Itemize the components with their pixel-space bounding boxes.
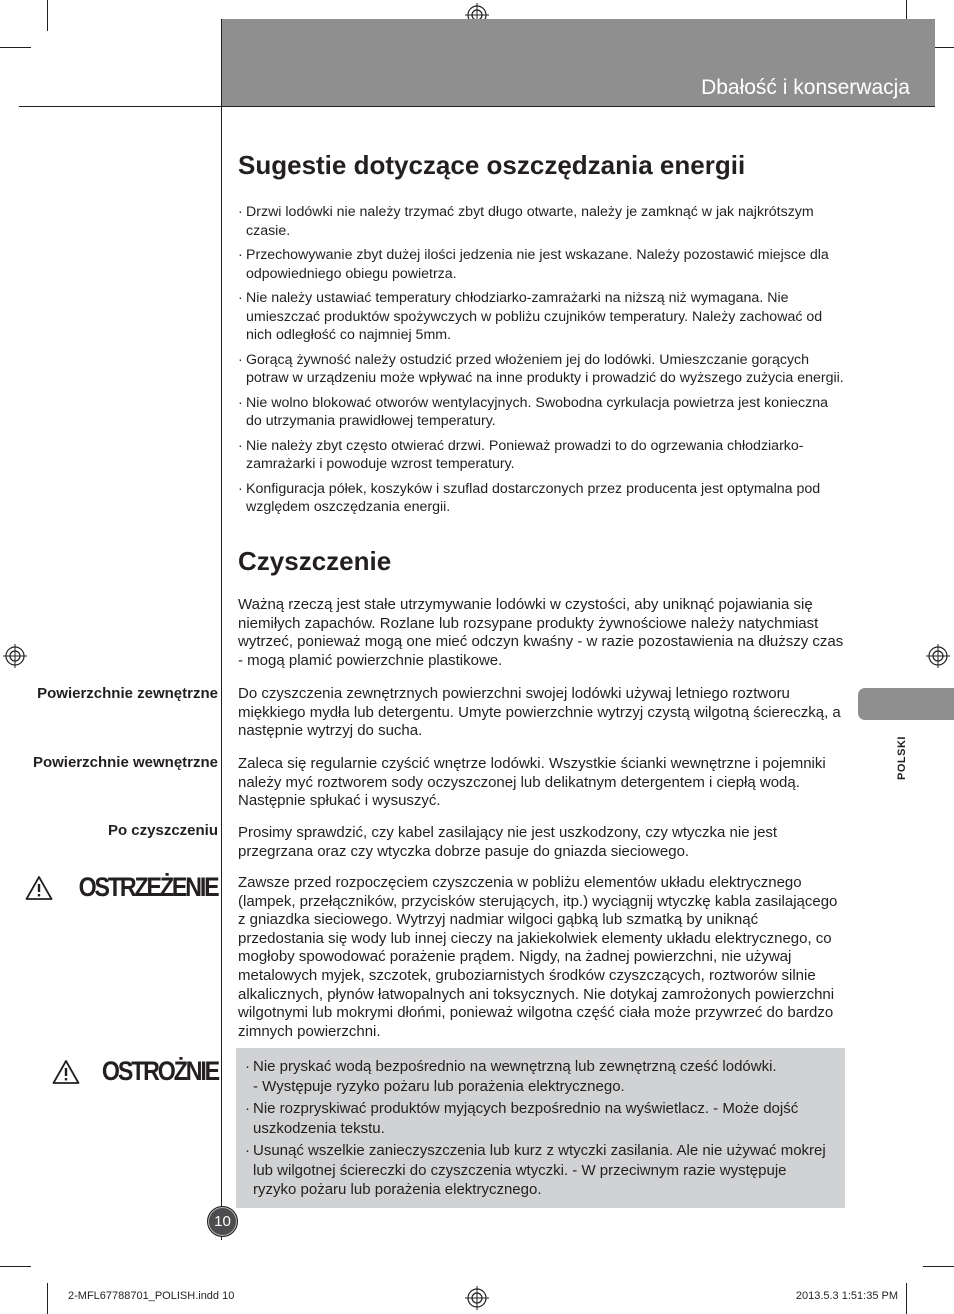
crop-mark [47, 0, 48, 31]
interior-text: Zaleca się regularnie czyścić wnętrze lodówki. Wszystkie ścianki wewnętrzne i pojemniki należy myć roztworem sody oczyszczonej lub delikatnym detergentem i ciepłą wodą. Następnie spłukać i wysuszyć. [238, 755, 826, 810]
cleaning-heading: Czyszczenie [238, 546, 392, 576]
caution-item-text: · Usunąć wszelkie zanieczyszczenia lub kurz z wtyczki zasilania. Ale nie używać mokrej lub wilgotnej ściereczki do czyszczenia wtyczki. - W przeciwnym razie występuje ryzyko pożaru lub porażenia elektrycznego. [253, 1142, 826, 1198]
exterior-text: Do czyszczenia zewnętrznych powierzchni swojej lodówki używaj letniego roztworu miękkiego mydła lub detergentu. Umyte powierzchnie wytrzyj czystą wilgotną ściereczką, a następnie wytrzyj do sucha. [238, 685, 841, 740]
list-item [245, 1141, 830, 1200]
footer-file: 2-MFL67788701_POLISH.indd 10 [68, 1290, 235, 1302]
list-item [245, 1057, 830, 1096]
page-number: 10 [207, 1206, 238, 1237]
crop-mark [923, 1266, 954, 1267]
header-divider [19, 106, 935, 107]
caution-text-label: OSTROŻNIE [101, 1056, 218, 1086]
language-tab-label: POLSKI [895, 736, 908, 780]
crop-mark [0, 1266, 31, 1267]
cleaning-intro: Ważną rzeczą jest stałe utrzymywanie lodówki w czystości, aby uniknąć pojawiania się niemiłych zapachów. Rozlane lub rozsypane produkty żywnościowe należy natychmiast wytrzeć, ponieważ mogą one mieć odczyn kwaśny - w razie pozostawienia na dłuższy czas - mogą plamić powierzchnie plastikowe. [238, 596, 844, 669]
crop-mark [0, 47, 31, 48]
caution-item-subtext: - Występuje ryzyko pożaru lub porażenia elektrycznego. [253, 1077, 625, 1095]
caution-label [52, 1056, 218, 1087]
list-item: · Gorącą żywność należy ostudzić przed włożeniem jej do lodówki. Umieszczanie gorących potraw w urządzeniu może wpływać na inne produkty i prowadzić do wyższego zużycia energii. [238, 351, 846, 388]
crop-mark [906, 1283, 907, 1314]
registration-mark-icon [3, 644, 27, 668]
after-cleaning-text: Prosimy sprawdzić, czy kabel zasilający nie jest uszkodzony, czy wtyczka nie jest przegrzana oraz czy wtyczka dobrze pasuje do gniazda sieciowego. [238, 824, 778, 860]
registration-mark-icon [926, 644, 950, 668]
list-item: · Nie wolno blokować otworów wentylacyjnych. Swobodna cyrkulacja powietrza jest konieczna do utrzymania prawidłowej temperatury. [238, 394, 846, 431]
after-cleaning-label: Po czyszczeniu [107, 822, 218, 839]
exterior-label: Powierzchnie zewnętrzne [37, 685, 218, 702]
caution-list [245, 1057, 830, 1203]
list-item: · Przechowywanie zbyt dużej ilości jedzenia nie jest wskazane. Należy pozostawić miejsce dla odpowiedniego obiegu powietrza. [238, 246, 846, 283]
warning-text: Zawsze przed rozpoczęciem czyszczenia w pobliżu elementów układu elektrycznego (lampek, przełączników, przycisków sterujących, itp.) wyciągnij wtyczkę kabla zasilającego z gniazdka sieciowego. Wytrzyj nadmiar wilgoci gąbką lub szmatką by uniknąć przedostania się wody lub innej cieczy na jakiekolwiek elementy układu elektrycznego, co mogłoby spowodować porażenie prądem. Nigdy, na żadnej powierzchni, nie używaj metalowych myjek, szczotek, gruboziarnistych środków czyszczących, roztworów silnie alkalicznych, płynów łatwopalnych ani toksycznych. Nie dotykaj zamrożonych powierzchni wilgotnymi lub mokrymi dłońmi, ponieważ wilgotna część ciała może przywrzeć do bardzo zimnych powierzchni. [238, 874, 838, 1040]
energy-tips-list [238, 203, 846, 523]
language-tab [858, 688, 954, 720]
footer-timestamp: 2013.5.3 1:51:35 PM [795, 1290, 898, 1302]
section-title: Dbałość i konserwacja [701, 76, 910, 99]
warning-triangle-icon [52, 1059, 80, 1085]
crop-mark [47, 1283, 48, 1314]
warning-text-label: OSTRZEŻENIE [79, 872, 218, 902]
energy-heading: Sugestie dotyczące oszczędzania energii [238, 150, 746, 180]
list-item: · Drzwi lodówki nie należy trzymać zbyt długo otwarte, należy je zamknąć w jak najkrótszym czasie. [238, 203, 846, 240]
list-item [245, 1099, 830, 1138]
caution-item-text: · Nie rozpryskiwać produktów myjących bezpośrednio na wyświetlacz. - Może dojść uszkodzenia tekstu. [253, 1100, 799, 1137]
column-divider [221, 19, 222, 1240]
list-item: · Nie należy ustawiać temperatury chłodziarko-zamrażarki na niższą niż wymagana. Nie umieszczać produktów spożywczych w pobliżu czujników temperatury. Należy zachować od nich odległość co najmniej 5mm. [238, 289, 846, 345]
list-item: · Nie należy zbyt często otwierać drzwi. Ponieważ prowadzi to do ogrzewania chłodziarko-zamrażarki i powoduje wzrost temperatury. [238, 437, 846, 474]
caution-item-text: · Nie pryskać wodą bezpośrednio na wewnętrzną lub zewnętrzną cześć lodówki. [253, 1058, 777, 1075]
warning-label [25, 872, 218, 903]
interior-label: Powierzchnie wewnętrzne [32, 754, 218, 771]
warning-triangle-icon [25, 875, 53, 901]
list-item: · Konfiguracja półek, koszyków i szuflad dostarczonych przez producenta jest optymalna pod względem oszczędzania energii. [238, 480, 846, 517]
registration-mark-icon [465, 1286, 489, 1310]
